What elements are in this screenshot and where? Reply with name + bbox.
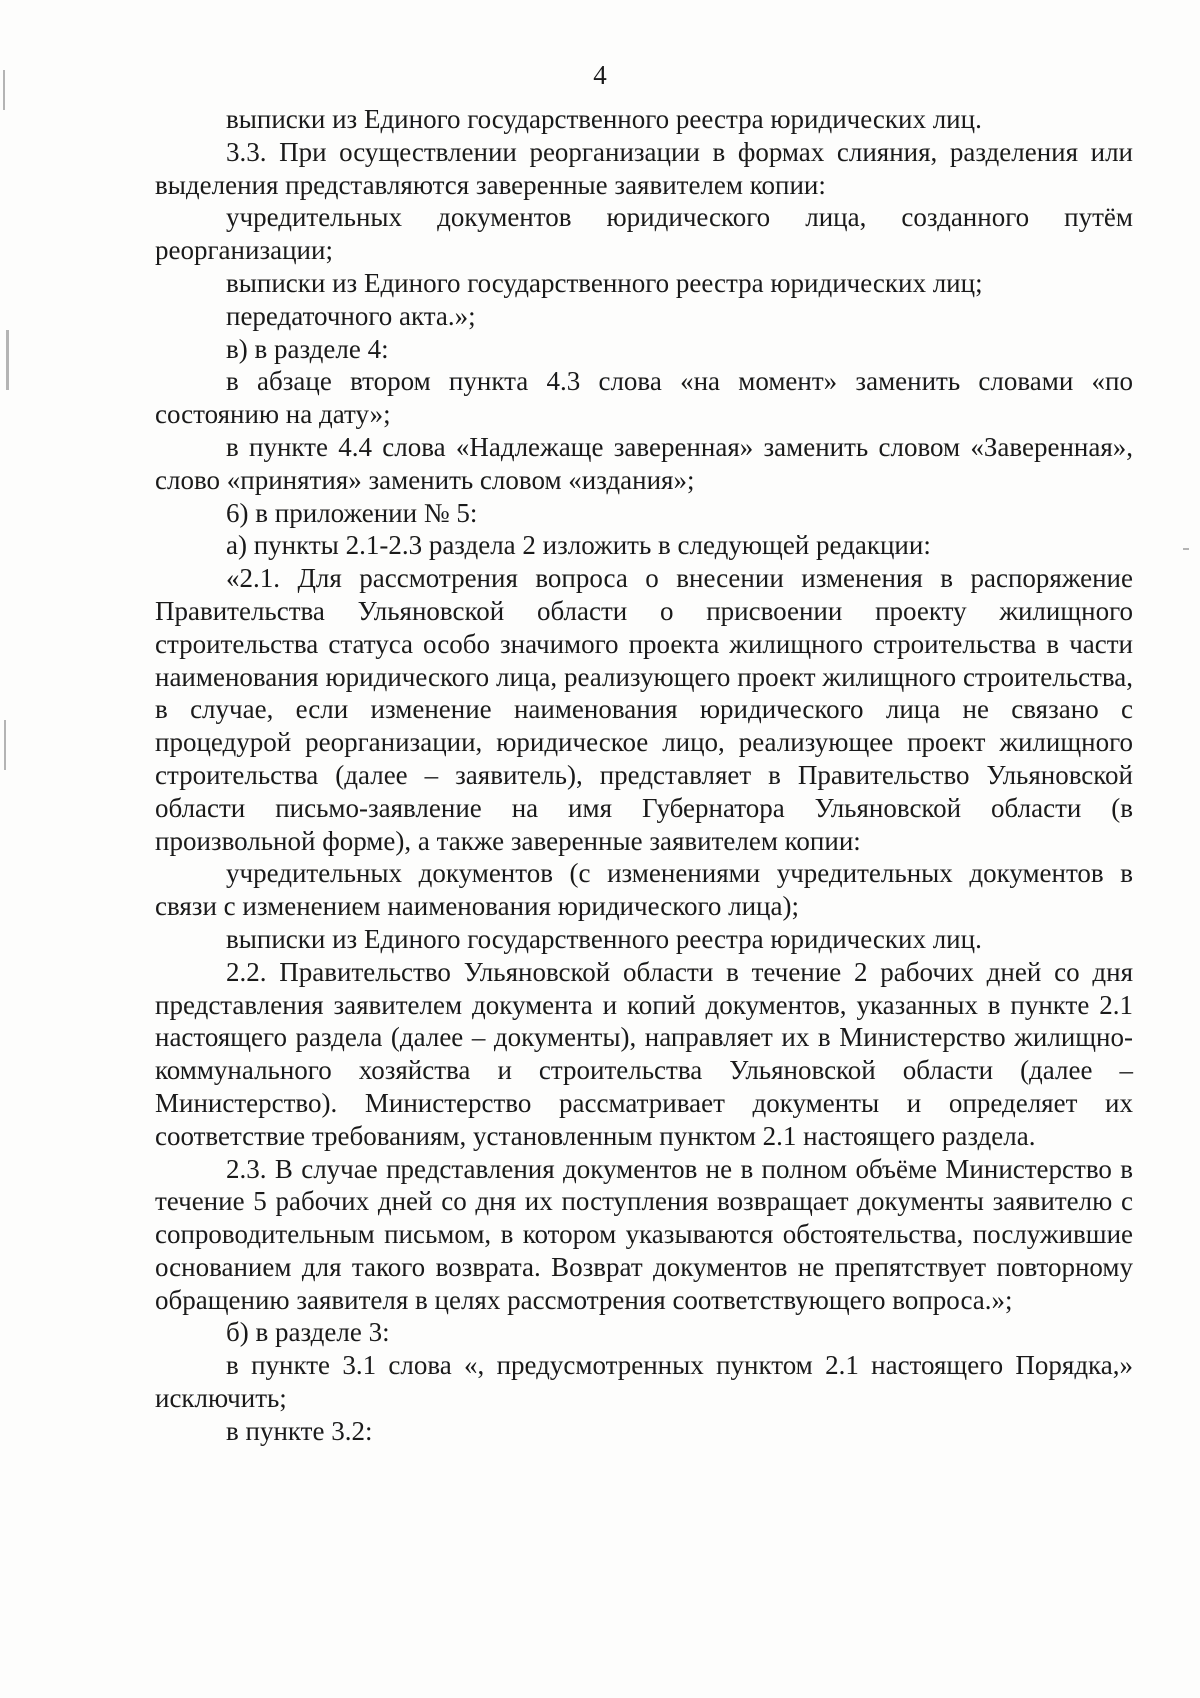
paragraph: выписки из Единого государственного реестра юридических лиц.	[226, 104, 982, 134]
paragraph: в пункте 4.4 слова «Надлежаще заверенная» заменить словом «Заверенная», слово «принятия» заменить словом «издания»;	[155, 431, 1133, 495]
paragraph: а) пункты 2.1-2.3 раздела 2 изложить в следующей редакции:	[226, 530, 931, 561]
document-body	[155, 103, 1133, 1448]
paragraph: в пункте 3.2:	[226, 1415, 373, 1446]
paragraph: 2.2. Правительство Ульяновской области в течение 2 рабочих дней со дня представления заявителем документа и копий документов, указанных в пункте 2.1 настоящего раздела (далее – документы), направляет их в Министерство жилищно-коммунального хозяйства и строительства Ульяновской области (далее – Министерство). Министерство рассматривает документы и определяет их соответствие требованиям, установленным пунктом 2.1 настоящего раздела.	[155, 956, 1133, 1151]
paragraph: в) в разделе 4:	[226, 333, 389, 364]
paragraph: в пункте 3.1 слова «, предусмотренных пунктом 2.1 настоящего Порядка,» исключить;	[155, 1350, 1133, 1414]
paragraph: 6) в приложении № 5:	[226, 497, 478, 528]
paragraph: выписки из Единого государственного реестра юридических лиц.	[226, 923, 982, 954]
paragraph: 2.3. В случае представления документов не в полном объёме Министерство в течение 5 рабочих дней со дня их поступления возвращает документы заявителю с сопроводительным письмом, в котором указываются обстоятельства, послужившие основанием для такого возврата. Возврат документов не препятствует повторному обращению заявителя в целях рассмотрения соответствующего вопроса.»;	[155, 1153, 1133, 1315]
paragraph: в абзаце втором пункта 4.3 слова «на момент» заменить словами «по состоянию на дату»;	[155, 366, 1133, 430]
paragraph: учредительных документов юридического лица, созданного путём реорганизации;	[155, 202, 1133, 266]
paragraph: передаточного акта.»;	[226, 300, 476, 331]
scan-artifact	[6, 330, 9, 390]
paragraph: б) в разделе 3:	[226, 1317, 390, 1348]
paragraph: выписки из Единого государственного реестра юридических лиц;	[226, 267, 983, 298]
scan-artifact	[4, 720, 6, 770]
paragraph: учредительных документов (с изменениями учредительных документов в связи с изменением наименования юридического лица);	[155, 858, 1133, 922]
page-number: 4	[593, 60, 607, 90]
paragraph: 3.3. При осуществлении реорганизации в формах слияния, разделения или выделения представляются заверенные заявителем копии:	[155, 136, 1133, 200]
paragraph: «2.1. Для рассмотрения вопроса о внесении изменения в распоряжение Правительства Ульяновской области о присвоении проекту жилищного строительства статуса особо значимого проекта жилищного строительства в части наименования юридического лица, реализующего проект жилищного строительства, в случае, если изменение наименования юридического лица не связано с процедурой реорганизации, юридическое лицо, реализующее проект жилищного строительства (далее – заявитель), представляет в Правительство Ульяновской области письмо-заявление на имя Губернатора Ульяновской области (в произвольной форме), а также заверенные заявителем копии:	[155, 563, 1133, 856]
scan-artifact	[1183, 548, 1189, 550]
